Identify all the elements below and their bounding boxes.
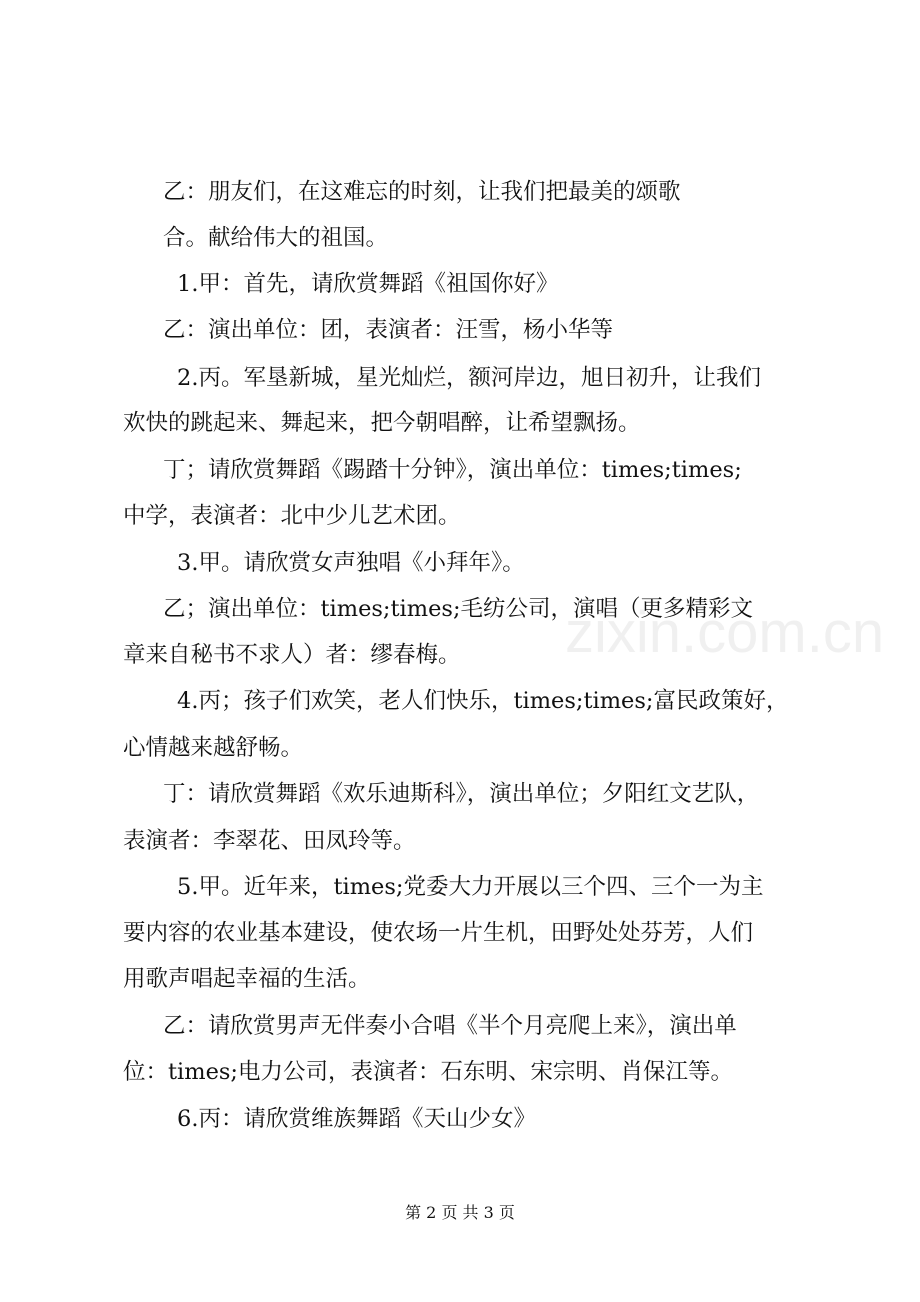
text-line-5: 2.丙。军垦新城，星光灿烂，额河岸边，旭日初升，让我们 bbox=[177, 365, 761, 391]
watermark-text: zixin.com.cn bbox=[565, 600, 885, 665]
text-line-16: 5.甲。近年来，times;党委大力开展以三个四、三个一为主 bbox=[177, 874, 764, 900]
text-line-20: 位：times;电力公司，表演者：石东明、宋宗明、肖保江等。 bbox=[123, 1059, 734, 1085]
text-line-8: 中学，表演者：北中少儿艺术团。 bbox=[123, 503, 461, 529]
text-line-12: 4.丙；孩子们欢笑，老人们快乐，times;times;富民政策好， bbox=[177, 688, 789, 714]
text-line-1: 乙：朋友们，在这难忘的时刻，让我们把最美的颂歌 bbox=[163, 179, 681, 205]
text-line-2: 合。献给伟大的祖国。 bbox=[163, 225, 389, 251]
text-line-18: 用歌声唱起幸福的生活。 bbox=[123, 966, 371, 992]
text-line-3: 1.甲：首先，请欣赏舞蹈《祖国你好》 bbox=[177, 271, 559, 297]
text-line-19: 乙：请欣赏男声无伴奏小合唱《半个月亮爬上来》，演出单 bbox=[163, 1013, 737, 1039]
text-line-13: 心情越来越舒畅。 bbox=[123, 735, 304, 761]
text-line-4: 乙：演出单位：团，表演者：汪雪，杨小华等 bbox=[163, 317, 614, 343]
text-line-7: 丁；请欣赏舞蹈《踢踏十分钟》，演出单位：times;times; bbox=[163, 457, 742, 483]
page-footer: 第 2 页 共 3 页 bbox=[405, 1203, 515, 1222]
text-line-11: 章来自秘书不求人）者：缪春梅。 bbox=[123, 642, 461, 668]
text-line-10: 乙；演出单位：times;times;毛纺公司，演唱（更多精彩文 bbox=[163, 596, 754, 622]
text-line-21: 6.丙：请欣赏维族舞蹈《天山少女》 bbox=[177, 1106, 536, 1132]
text-line-14: 丁：请欣赏舞蹈《欢乐迪斯科》，演出单位；夕阳红文艺队， bbox=[163, 781, 760, 807]
text-line-15: 表演者：李翠花、田凤玲等。 bbox=[123, 828, 416, 854]
text-line-6: 欢快的跳起来、舞起来，把今朝唱醉，让希望飘扬。 bbox=[123, 410, 641, 436]
text-line-17: 要内容的农业基本建设，使农场一片生机，田野处处芬芳，人们 bbox=[123, 920, 754, 946]
text-line-9: 3.甲。请欣赏女声独唱《小拜年》。 bbox=[177, 550, 525, 576]
